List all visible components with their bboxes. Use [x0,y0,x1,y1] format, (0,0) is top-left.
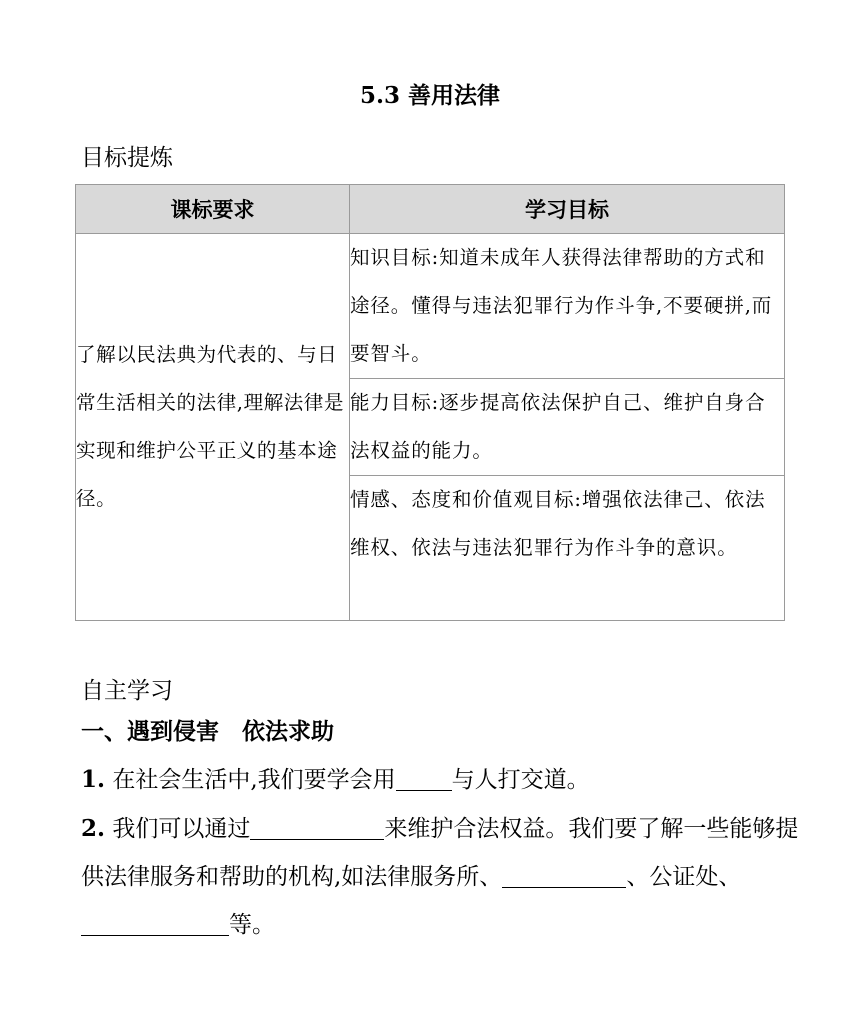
fill-blank[interactable] [81,911,229,936]
section-heading-self-study: 自主学习 [81,678,173,704]
question-text: 与人打交道。 [451,767,590,793]
table-header-requirements: 课标要求 [76,185,350,234]
goal-ability: 能力目标:逐步提高依法保护自己、维护自身合法权益的能力。 [350,379,785,476]
question-text: 公证处、 [649,864,742,890]
question-2 [81,805,801,949]
question-text: 在社会生活中,我们要学会用 [105,767,396,793]
table-header-objectives: 学习目标 [350,185,785,234]
requirement-cell: 了解以民法典为代表的、与日常生活相关的法律,理解法律是实现和维护公平正义的基本途径。 [76,234,350,621]
question-text: 等。 [229,912,275,938]
table-header-row [76,185,785,234]
section-heading-goals: 目标提炼 [81,145,173,171]
goal-emotion: 情感、态度和价值观目标:增强依法律己、依法维权、依法与违法犯罪行为作斗争的意识。 [350,476,785,621]
goal-knowledge: 知识目标:知道未成年人获得法律帮助的方式和途径。懂得与违法犯罪行为作斗争,不要硬拼,而要智斗。 [350,234,785,379]
question-1 [81,756,801,804]
heading-part-one: 一、遇到侵害 依法求助 [81,718,334,745]
question-number: 1. [81,766,106,793]
table-row [76,234,785,379]
goals-table [75,184,785,621]
question-number: 2. [81,815,106,842]
page-title: 5.3 善用法律 [359,82,501,109]
question-text: 来维护合法权益。我们要了解一些能够提供法律服务和帮助的机构,如法律服务所、 [81,816,799,890]
fill-blank[interactable] [396,766,452,791]
question-text: 我们可以通过 [105,816,251,842]
fill-blank[interactable] [502,863,626,888]
fill-blank[interactable] [250,815,384,840]
question-text: 、 [626,864,650,890]
